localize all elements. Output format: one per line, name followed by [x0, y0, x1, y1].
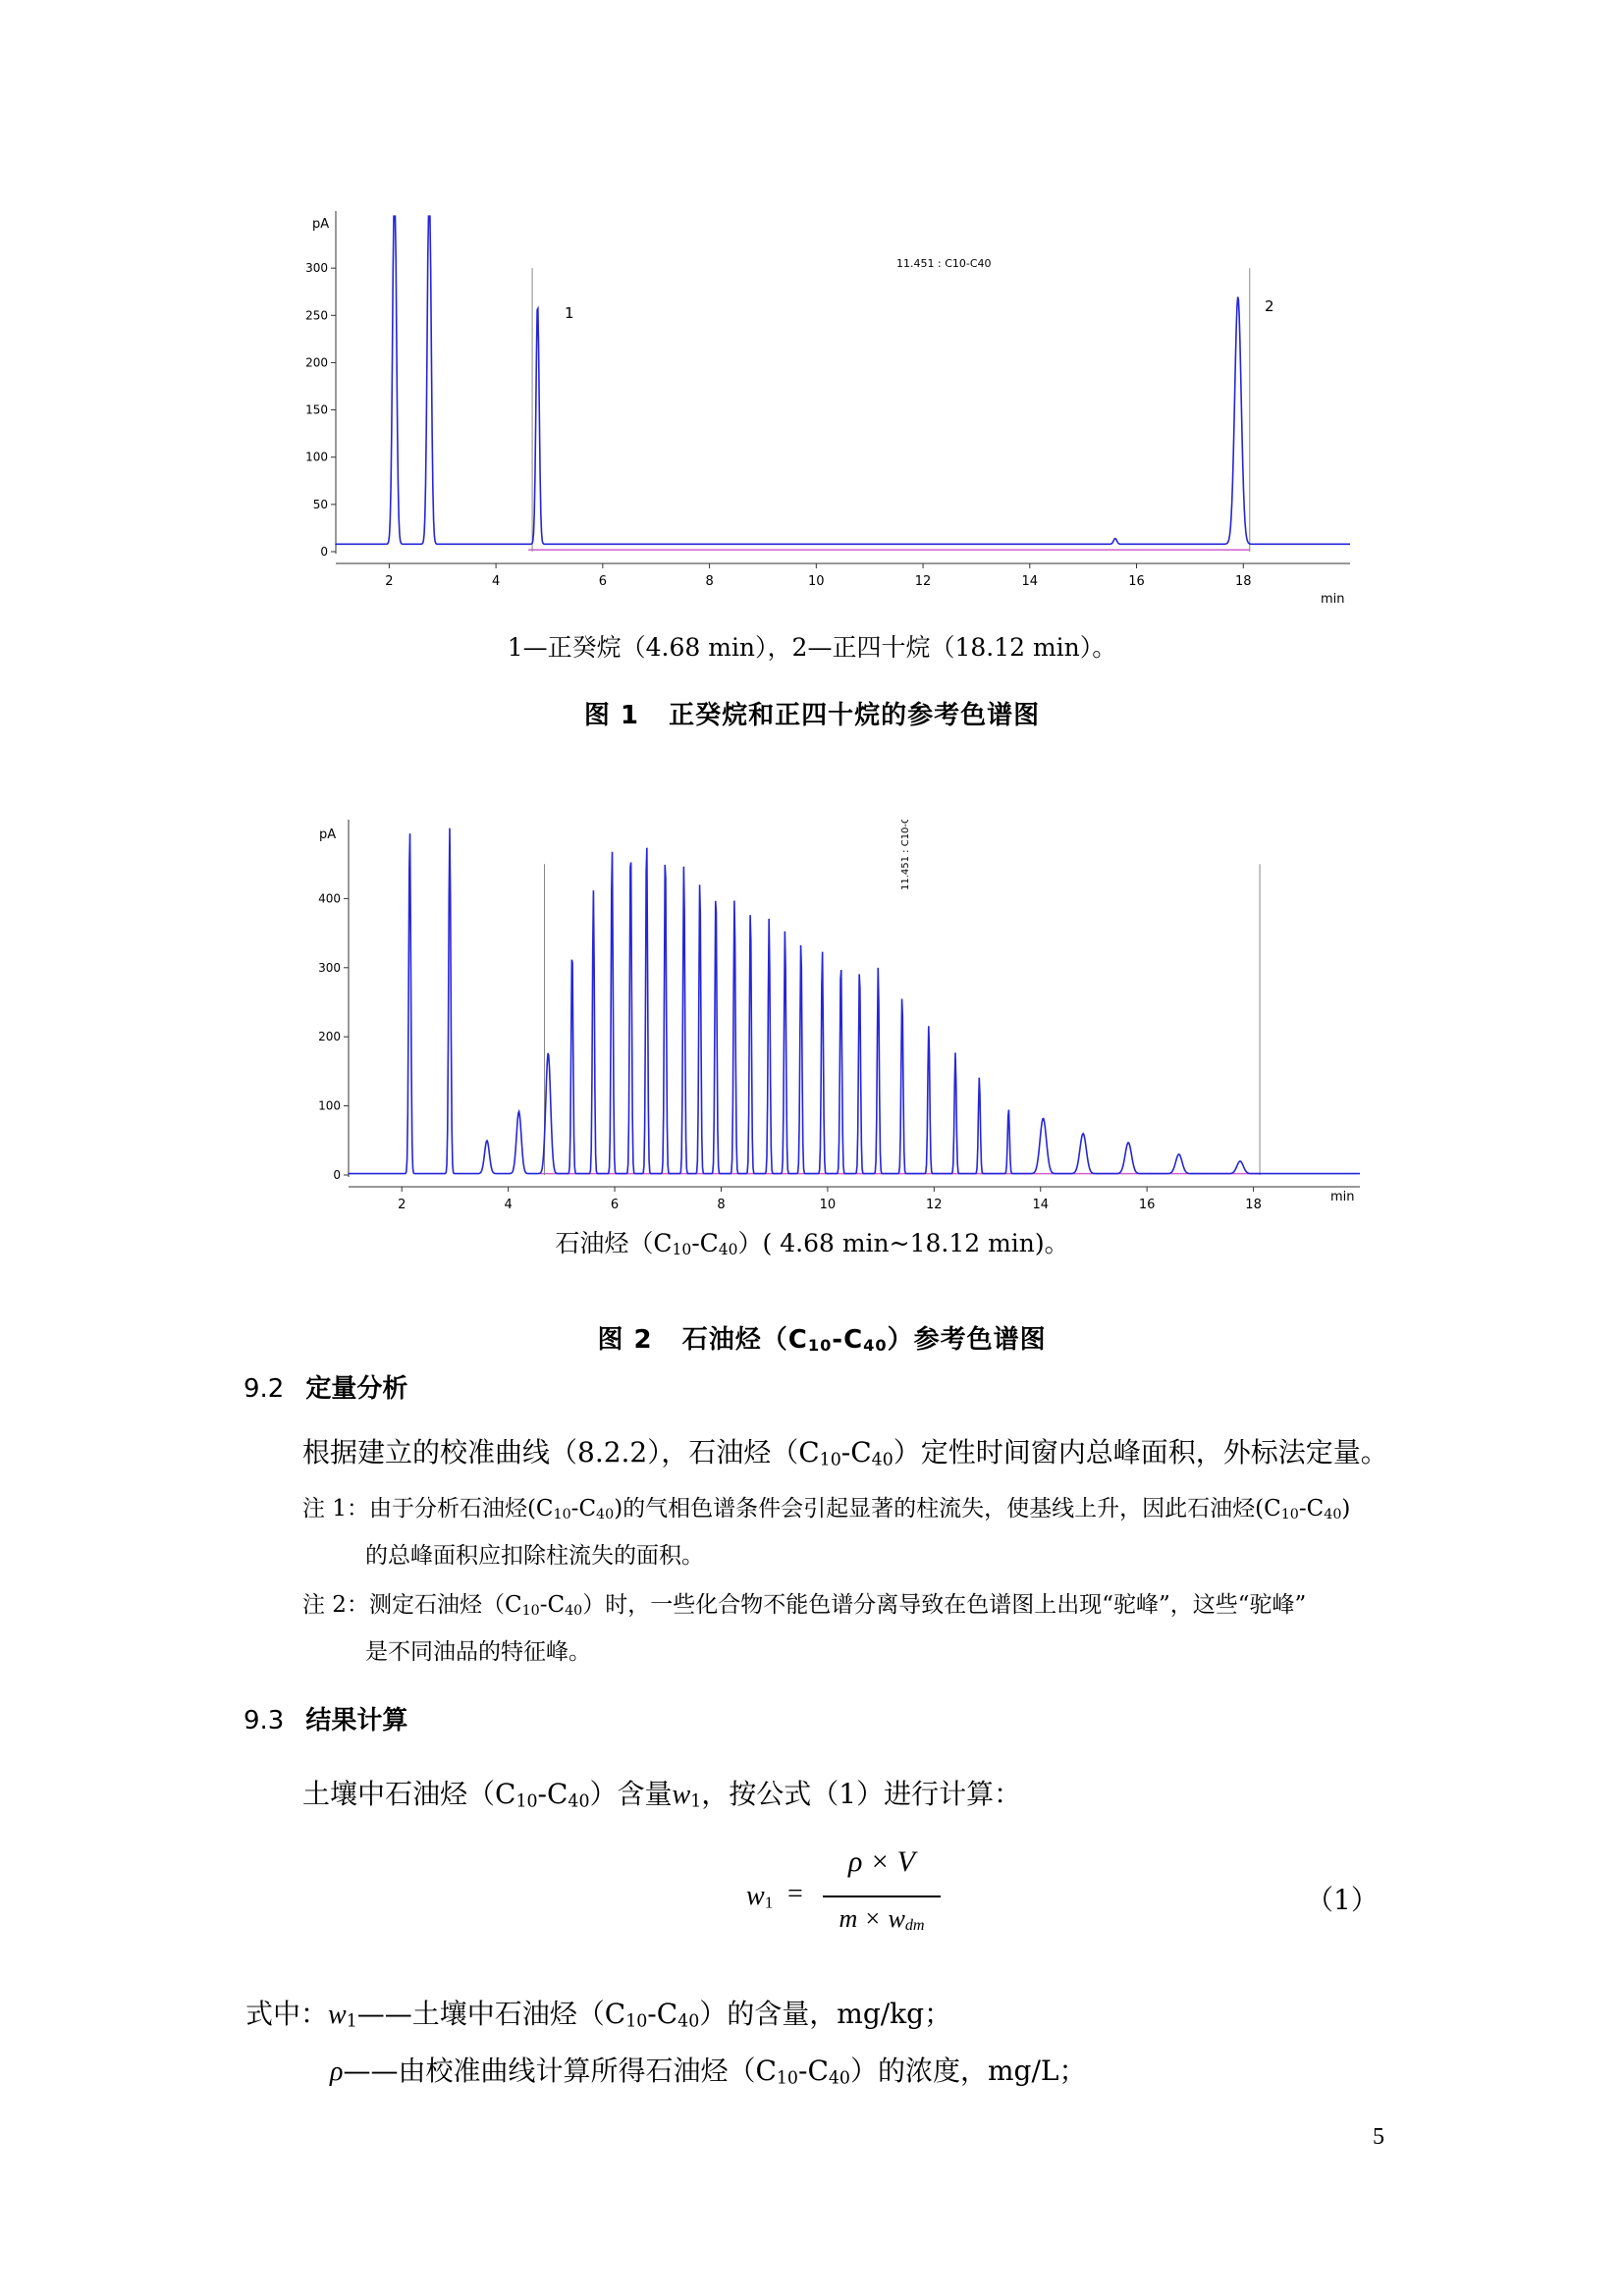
- x-tick-label: 14: [1021, 574, 1039, 589]
- y-tick-label: 400: [318, 891, 341, 906]
- section-9-3-heading: [244, 1700, 407, 1736]
- x-tick-label: 14: [1032, 1198, 1050, 1212]
- section-title: 结果计算: [305, 1706, 408, 1735]
- note-1: [302, 1490, 1350, 1522]
- marker-annotation: 11.451 : C10-C40: [896, 257, 992, 270]
- figure-2: [295, 820, 1375, 1212]
- subscript: dm: [904, 1917, 925, 1935]
- para-text: -C: [537, 1778, 568, 1810]
- section-9-2-paragraph: [302, 1431, 1388, 1470]
- note-label: 注 1：: [302, 1496, 369, 1522]
- x-tick-label: 6: [598, 574, 607, 589]
- figure-2-title: [0, 1290, 1624, 1356]
- fraction-bar: [823, 1896, 941, 1897]
- x-tick-label: 18: [1234, 574, 1252, 589]
- figure-1: [295, 206, 1375, 618]
- subscript: 10: [672, 1241, 692, 1259]
- section-number: 9.2: [244, 1374, 285, 1404]
- subscript: 40: [1324, 1506, 1342, 1522]
- formula-1: [746, 1845, 943, 1953]
- x-tick-label: 16: [1138, 1198, 1156, 1212]
- y-unit-label: pA: [312, 217, 330, 232]
- x-tick-label: 4: [491, 574, 501, 589]
- subscript: 40: [596, 1506, 615, 1522]
- note-text: -C: [539, 1592, 566, 1618]
- def-text: -C: [797, 2055, 829, 2087]
- y-tick-label: 0: [333, 1168, 341, 1182]
- figure-2-caption: [0, 1224, 1624, 1259]
- section-9-2-heading: [244, 1368, 407, 1405]
- y-tick-label: 100: [318, 1098, 341, 1113]
- variable-w: w: [672, 1780, 691, 1810]
- x-tick-label: 12: [914, 574, 932, 589]
- note-text: ): [1341, 1496, 1351, 1522]
- y-tick-label: 50: [312, 497, 328, 511]
- formula-numerator: ρ × V: [848, 1845, 915, 1878]
- subscript: 40: [828, 2068, 850, 2089]
- subscript: 10: [553, 1506, 571, 1522]
- note-text: 测定石油烃（C: [368, 1592, 522, 1618]
- signal-trace: [336, 216, 1350, 544]
- signal-trace: [349, 828, 1360, 1174]
- where-label: 式中：: [245, 1998, 329, 2030]
- marker-annotation: 11.451 : C10-C40: [900, 820, 911, 890]
- plot-area: [318, 820, 1360, 1212]
- plot-area: [305, 211, 1350, 589]
- para-text: 根据建立的校准曲线（8.2.2），石油烃（C: [302, 1436, 820, 1468]
- page-number: 5: [1373, 2124, 1384, 2150]
- note-2-line-2: 是不同油品的特征峰。: [365, 1639, 591, 1665]
- peak-label-2: 2: [1265, 297, 1274, 315]
- formula-times: ×: [865, 1904, 881, 1933]
- caption-text: ）( 4.68 min~18.12 min)。: [737, 1229, 1069, 1257]
- x-tick-label: 2: [385, 574, 394, 589]
- x-tick-label: 10: [819, 1198, 837, 1212]
- note-label: 注 2：: [302, 1592, 369, 1618]
- note-1-line-2: 的总峰面积应扣除柱流失的面积。: [365, 1543, 704, 1569]
- subscript: 40: [568, 1791, 590, 1812]
- formula-equals: =: [787, 1879, 803, 1909]
- def-text: -C: [647, 1998, 678, 2030]
- para-text: ）定性时间窗内总峰面积，外标法定量。: [893, 1436, 1388, 1468]
- para-text: 土壤中石油烃（C: [302, 1778, 516, 1810]
- subscript: 40: [863, 1336, 888, 1356]
- y-tick-label: 200: [318, 1030, 341, 1044]
- def-text: ——土壤中石油烃（C: [356, 1998, 626, 2030]
- y-tick-label: 0: [320, 545, 328, 559]
- subscript: 10: [515, 1791, 538, 1812]
- def-text: ——由校准曲线计算所得石油烃（C: [343, 2055, 777, 2087]
- subscript: 10: [521, 1602, 540, 1619]
- subscript: 1: [690, 1791, 702, 1812]
- note-text: -C: [1298, 1496, 1325, 1522]
- x-tick-label: 12: [926, 1198, 943, 1212]
- y-tick-label: 250: [305, 308, 328, 323]
- subscript: 1: [764, 1893, 774, 1912]
- subscript: 10: [1280, 1506, 1299, 1522]
- note-text: 由于分析石油烃(C: [368, 1496, 554, 1522]
- x-tick-label: 16: [1128, 574, 1145, 589]
- note-2: [302, 1586, 1306, 1619]
- subscript: 10: [807, 1336, 833, 1356]
- section-number: 9.3: [244, 1706, 285, 1735]
- subscript: 10: [625, 2011, 648, 2032]
- y-tick-label: 150: [305, 402, 328, 417]
- x-unit-label: min: [1330, 1190, 1355, 1204]
- caption-text: 石油烃（C: [555, 1229, 673, 1257]
- y-unit-label: pA: [319, 828, 337, 842]
- x-unit-label: min: [1321, 592, 1345, 607]
- x-tick-label: 4: [504, 1198, 513, 1212]
- subscript: 40: [677, 2011, 700, 2032]
- subscript: 40: [565, 1602, 583, 1619]
- title-text: 图 2 石油烃（C: [597, 1325, 808, 1355]
- title-text: -C: [832, 1325, 864, 1355]
- def-text: ）的含量，mg/kg；: [699, 1998, 952, 2030]
- formula-var-w: w: [888, 1904, 905, 1933]
- definition-rho: [330, 2050, 1086, 2089]
- peak-label-1: 1: [565, 304, 574, 322]
- section-9-3-paragraph: [302, 1773, 1021, 1812]
- formula-denominator: [823, 1904, 941, 1934]
- formula-var-w: w: [746, 1881, 765, 1911]
- chromatogram-2: [295, 820, 1375, 1212]
- variable-rho: ρ: [330, 2056, 344, 2087]
- y-tick-label: 100: [305, 450, 328, 464]
- y-tick-label: 300: [305, 261, 328, 276]
- title-text: ）参考色谱图: [887, 1325, 1047, 1355]
- formula-number: （1）: [1306, 1884, 1379, 1916]
- note-text: -C: [570, 1496, 597, 1522]
- chromatogram-1: [295, 206, 1375, 618]
- section-title: 定量分析: [305, 1374, 408, 1404]
- para-text: ）含量: [589, 1778, 673, 1810]
- variable-w: w: [328, 2000, 347, 2030]
- definition-w1: [245, 1993, 951, 2032]
- y-tick-label: 300: [318, 960, 341, 975]
- figure-1-caption: 1—正癸烷（4.68 min），2—正四十烷（18.12 min）。: [507, 633, 1117, 662]
- note-text: )的气相色谱条件会引起显著的柱流失，使基线上升，因此石油烃(C: [614, 1496, 1281, 1522]
- subscript: 10: [776, 2068, 798, 2089]
- def-text: ）的浓度，mg/L；: [849, 2055, 1087, 2087]
- x-tick-label: 2: [398, 1198, 406, 1212]
- x-tick-label: 6: [610, 1198, 620, 1212]
- subscript: 40: [718, 1241, 738, 1259]
- formula-var-m: m: [839, 1904, 858, 1933]
- x-tick-label: 18: [1245, 1198, 1262, 1212]
- subscript: 40: [871, 1450, 893, 1470]
- y-tick-label: 200: [305, 355, 328, 370]
- subscript: 10: [819, 1450, 841, 1470]
- para-text: -C: [840, 1436, 872, 1468]
- x-tick-label: 10: [808, 574, 825, 589]
- caption-text: -C: [691, 1229, 719, 1257]
- x-tick-label: 8: [705, 574, 714, 589]
- x-tick-label: 8: [717, 1198, 726, 1212]
- formula-lhs: [746, 1881, 773, 1912]
- figure-1-title: 图 1 正癸烷和正四十烷的参考色谱图: [583, 701, 1041, 730]
- para-text: ，按公式（1）进行计算：: [701, 1778, 1022, 1810]
- note-text: ）时，一些化合物不能色谱分离导致在色谱图上出现“驼峰”，这些“驼峰”: [582, 1592, 1307, 1618]
- subscript: 1: [346, 2011, 357, 2032]
